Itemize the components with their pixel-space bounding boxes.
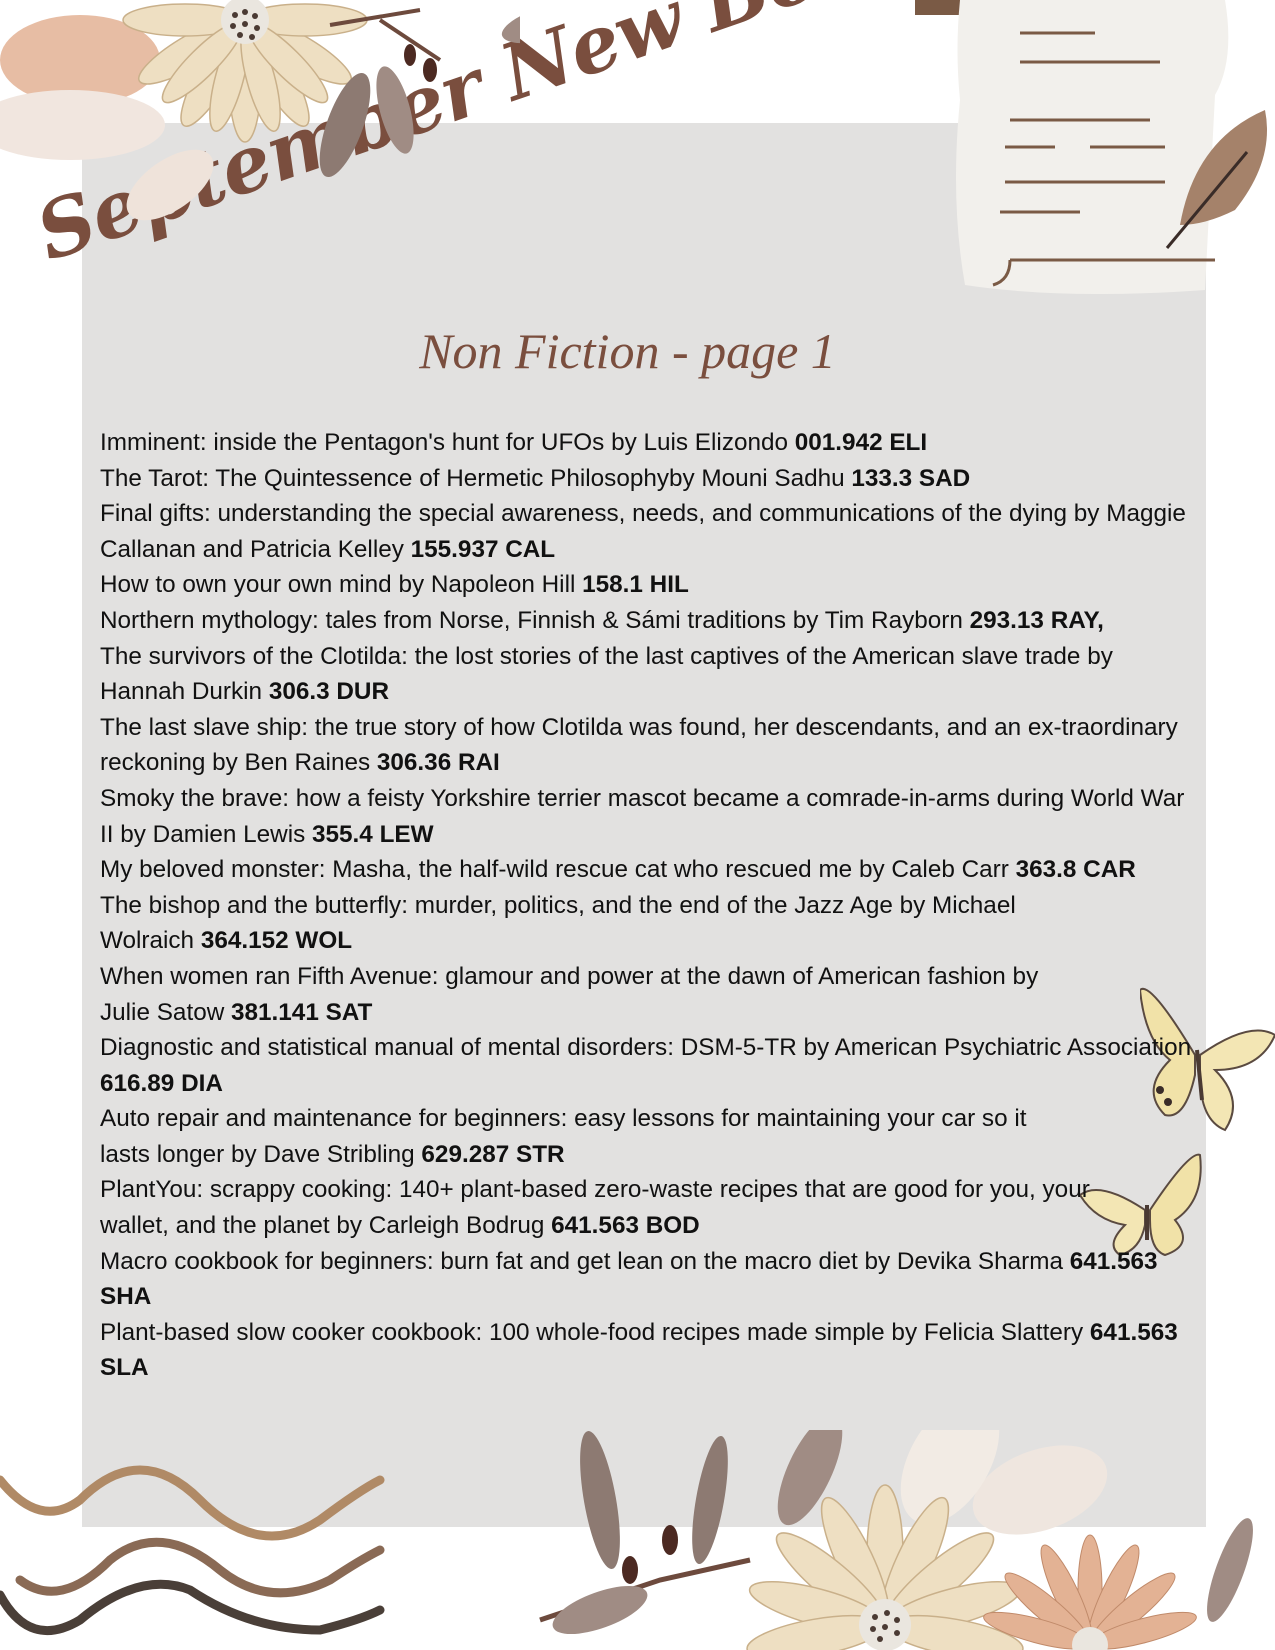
call-number: 306.3 DUR <box>268 678 390 706</box>
book-title-author: Imminent: inside the Pentagon's hunt for UFOs by Luis Elizondo <box>100 429 795 456</box>
book-title-author: Auto repair and maintenance for beginners: easy lessons for maintaining your car so it lasts longer by Dave Stribling <box>100 1105 1027 1168</box>
book-title-author: Diagnostic and statistical manual of mental disorders: DSM-5-TR by American Psychiatric Association <box>100 1034 1192 1062</box>
book-title-author: Plant-based slow cooker cookbook: 100 whole-food recipes made simple by Felicia Slattery <box>100 1318 1090 1346</box>
call-number: 001.942 ELI <box>794 429 928 456</box>
list-item <box>100 425 1200 461</box>
list-item <box>100 959 1200 1030</box>
list-item <box>100 496 1200 567</box>
list-item <box>100 461 1200 497</box>
list-item <box>100 567 1200 603</box>
book-title-author: Northern mythology: tales from Norse, Finnish & Sámi traditions by Tim Rayborn <box>100 606 970 634</box>
list-item <box>100 603 1200 639</box>
book-title-author: My beloved monster: Masha, the half-wild rescue cat who rescued me by Caleb Carr <box>100 856 1016 884</box>
call-number: 364.152 WOL <box>200 927 353 955</box>
book-list <box>100 425 1200 1386</box>
list-item <box>100 710 1200 781</box>
book-title-author: Smoky the brave: how a feisty Yorkshire terrier mascot became a comrade-in-arms during World War II by Damien Lewis <box>100 784 1185 848</box>
page-title: September New <box>25 0 695 279</box>
call-number: 158.1 HIL <box>582 571 689 599</box>
flower-decoration-icon <box>0 0 520 260</box>
flower-decoration-icon <box>480 1430 1275 1650</box>
call-number: 293.13 RAY, <box>969 606 1104 634</box>
list-item <box>100 852 1200 888</box>
call-number: 381.141 SAT <box>231 998 373 1026</box>
book-title-author: The survivors of the Clotilda: the lost stories of the last captives of the American slave trade by Hannah Durkin <box>100 642 1113 706</box>
call-number: 133.3 SAD <box>851 464 971 492</box>
list-item <box>100 1030 1200 1101</box>
book-title-author: When women ran Fifth Avenue: glamour and power at the dawn of American fashion by Julie Satow <box>100 962 1039 1026</box>
list-item <box>100 1172 1200 1243</box>
list-item <box>100 1101 1200 1172</box>
call-number: 306.36 RAI <box>376 749 500 777</box>
call-number: 155.937 CAL <box>410 535 556 563</box>
list-item <box>100 781 1200 852</box>
call-number: 363.8 CAR <box>1015 856 1136 884</box>
call-number: 641.563 SLA <box>100 1318 1178 1382</box>
call-number: 641.563 BOD <box>551 1212 700 1240</box>
list-item <box>100 1315 1200 1386</box>
list-item <box>100 639 1200 710</box>
list-item <box>100 888 1200 959</box>
page-subtitle: Non Fiction - page 1 <box>419 323 836 379</box>
call-number: 629.287 STR <box>421 1140 565 1168</box>
book-title-author: How to own your own mind by Napoleon Hill <box>100 571 583 599</box>
scroll-quill-icon <box>905 0 1275 310</box>
book-title-author: Final gifts: understanding the special awareness, needs, and communications of the dying by Maggie Callanan and Patricia Kelley <box>100 500 1186 563</box>
book-title-author: The last slave ship: the true story of how Clotilda was found, her descendants, and an ex-traordinary reckoning by Ben Raines <box>100 713 1178 777</box>
list-item <box>100 1244 1200 1315</box>
wave-lines-icon <box>0 1460 480 1650</box>
call-number: 355.4 LEW <box>312 820 434 848</box>
book-title-author: Macro cookbook for beginners: burn fat and get lean on the macro diet by Devika Sharma <box>100 1247 1070 1275</box>
book-title-author: PlantYou: scrappy cooking: 140+ plant-based zero-waste recipes that are good for you, your wallet, and the planet by Carleigh Bodrug <box>100 1176 1090 1240</box>
call-number: 616.89 DIA <box>100 1069 223 1097</box>
call-number: 641.563 SHA <box>100 1247 1158 1311</box>
book-title-author: The bishop and the butterfly: murder, politics, and the end of the Jazz Age by Michael Wolraich <box>100 891 1016 955</box>
book-title-author: The Tarot: The Quintessence of Hermetic Philosophyby Mouni Sadhu <box>100 464 852 492</box>
